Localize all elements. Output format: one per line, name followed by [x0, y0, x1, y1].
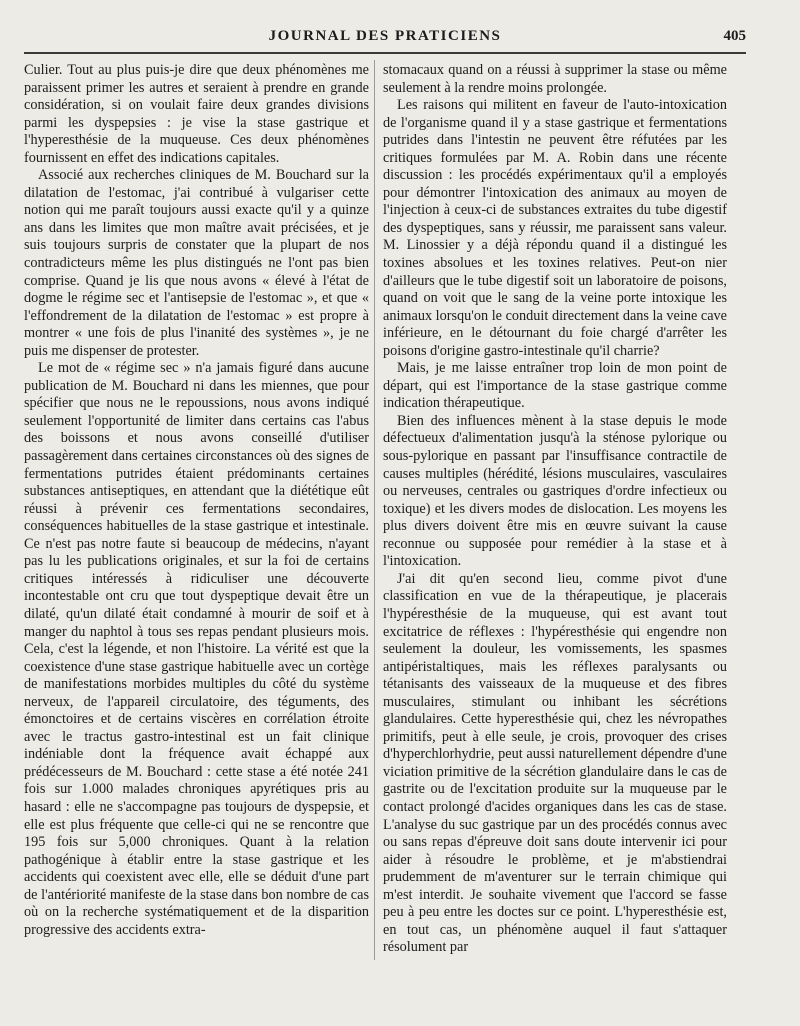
journal-title: JOURNAL DES PRATICIENS [268, 28, 502, 44]
column-divider [374, 60, 375, 960]
left-column [24, 62, 369, 939]
right-column [383, 62, 727, 957]
paragraph: Bien des influences mènent à la stase depuis le mode défectueux d'alimentation jusqu'à la sténose pylorique ou sous-pylorique en passant par l'insuffisance contractile de causes multiples (hérédité, lésions musculaires, vasculaires ou nerveuses, centrales ou gastriques d'ordre infectieux ou toxique) et les divers modes de dislocation. Les moyens les plus divers doivent être mis en œuvre suivant la cause reconnue ou supposée pour remédier à la stase et à l'intoxication. [383, 412, 727, 570]
paragraph: Associé aux recherches cliniques de M. Bouchard sur la dilatation de l'estomac, j'ai contribué à vulgariser cette notion qui me paraît toujours aussi exacte qu'il y a quinze ans dans les limites que mon maître avait précisées, et je suis toujours surpris de constater que la plupart de nos contradicteurs même les plus distingués ne l'ont pas bien comprise. Quand je lis que nous avons « élevé à l'état de dogme le régime sec et l'antisepsie de l'estomac », et que « l'effondrement de la dilatation de l'estomac » est propre à montrer « une fois de plus l'inanité des systèmes », je ne puis me dispenser de protester. [24, 167, 369, 359]
paragraph: J'ai dit qu'en second lieu, comme pivot d'une classification en vue de la thérapeutique, je placerais l'hypéresthésie de la muqueuse, qui est avant tout excitatrice de réflexes : l'hypéresthésie qui engendre non seulement la douleur, les vomissements, les spasmes antipéristaltiques, mais les réflexes paralysants ou tétanisants des vaisseaux de la muqueuse et des fibres musculaires, stimulant ou inhibant les sécrétions glandulaires. Cette hyperesthésie qui, chez les névropathes primitifs, peut à elle seule, je crois, provoquer des crises d'hyperchlorhydrie, peut aussi naturellement dépendre d'une viciation primitive de la sécrétion glandulaire dans le cas de gastrite ou de l'excitation produite sur la muqueuse par le contact prolongé d'acides organiques dans les cas de stase. L'analyse du suc gastrique par un des procédés connus avec ou sans repas d'épreuve doit sans doute intervenir ici pour aider à résoudre le problème, et je m'abstiendrai prudemment de m'aventurer sur le terrain chimique qui m'est interdit. Je souhaite vivement que l'accord se fasse peu à peu entre les doctes sur ce point. L'hyperesthésie est, en tout cas, un phénomène auquel il faut s'attaquer résolument par [383, 570, 727, 956]
paragraph: Les raisons qui militent en faveur de l'auto-intoxication de l'organisme quand il y a stase gastrique et fermentations putrides dans l'intestin ne peuvent être réfutées par les critiques formulées par M. A. Robin dans une récente discussion : les procédés expérimentaux qu'il a employés pour démontrer l'intoxication des animaux au moyen de l'injection à ceux-ci de substances extraites du tube digestif des dyspeptiques, sans y réussir, me paraissent sans valeur. M. Linossier y a déjà répondu quand il a distingué les toxines absolues et les toxines relatives. Peut-on nier d'ailleurs que le tube digestif soit un laboratoire de poisons, quand on voit que le sang de la veine porte intoxique les animaux lorsqu'on le conduit directement dans la veine cave inférieure, en le détournant du foie chargé d'arrêter les poisons d'origine gastro-intestinale qu'il charrie? [383, 97, 727, 359]
paragraph: Le mot de « régime sec » n'a jamais figuré dans aucune publication de M. Bouchard ni dans les miennes, que pour spécifier que nous ne le repoussions, nous avons indiqué seulement l'opportunité de limiter dans certains cas l'abus des boissons et nous avons conseillé d'utiliser passagèrement dans certaines circonstances où des signes de fermentations putrides étaient prédominants certaines substances antiseptiques, en attendant que la diététique eût réussi à prévenir ces fermentations secondaires, conséquences habituelles de la stase gastrique et intestinale. Ce n'est pas notre faute si beaucoup de médecins, n'ayant pas lu les publications originales, et sur la foi de certains critiques intéressés à ridiculiser une découverte incontestable ont cru que tout dyspeptique devait être un dilaté, qu'un dilaté était condamné à mourir de soif et à manger du naphtol à tous ses repas pendant plusieurs mois. Cela, c'est la légende, et non l'histoire. La vérité est que la coexistence d'une stase gastrique habituelle avec un cortège de manifestations morbides multiples du côté du système nerveux, de l'appareil circulatoire, des téguments, des émonctoires et de certains viscères en corrélation étroite avec le tractus gastro-intestinal est un fait clinique indéniable dont la fréquence avait échappé aux prédécesseurs de M. Bouchard : cette stase a été notée 241 fois sur 1.000 malades chroniques apyrétiques pris au hasard : elle ne s'accompagne pas toujours de dyspepsie, et elle est plus fréquente que celle-ci qui ne se rencontre que 195 fois sur 5,000 chroniques. Quant à la relation pathogénique à établir entre la stase gastrique et les accidents qui coexistent avec elle, elle se déduit d'une part de l'antériorité manifeste de la stase dans bon nombre de cas où on la recherche systématiquement et de la disparition progressive des accidents extra- [24, 360, 369, 938]
paragraph: Culier. Tout au plus puis-je dire que deux phénomènes me paraissent primer les autres et seraient à prendre en grande considération, si on voulait faire deux grandes divisions parmi les dyspepsies : je vise la stase gastrique et l'hyperesthésie de la muqueuse. Ces deux phénomènes fournissent en effet des indications capitales. [24, 62, 369, 166]
paragraph: stomacaux quand on a réussi à supprimer la stase ou même seulement à la rendre moins prolongée. [383, 62, 727, 96]
page-number: 405 [723, 28, 746, 44]
paragraph: Mais, je me laisse entraîner trop loin de mon point de départ, qui est l'importance de la stase gastrique comme indication thérapeutique. [383, 360, 727, 412]
running-header [24, 28, 746, 54]
